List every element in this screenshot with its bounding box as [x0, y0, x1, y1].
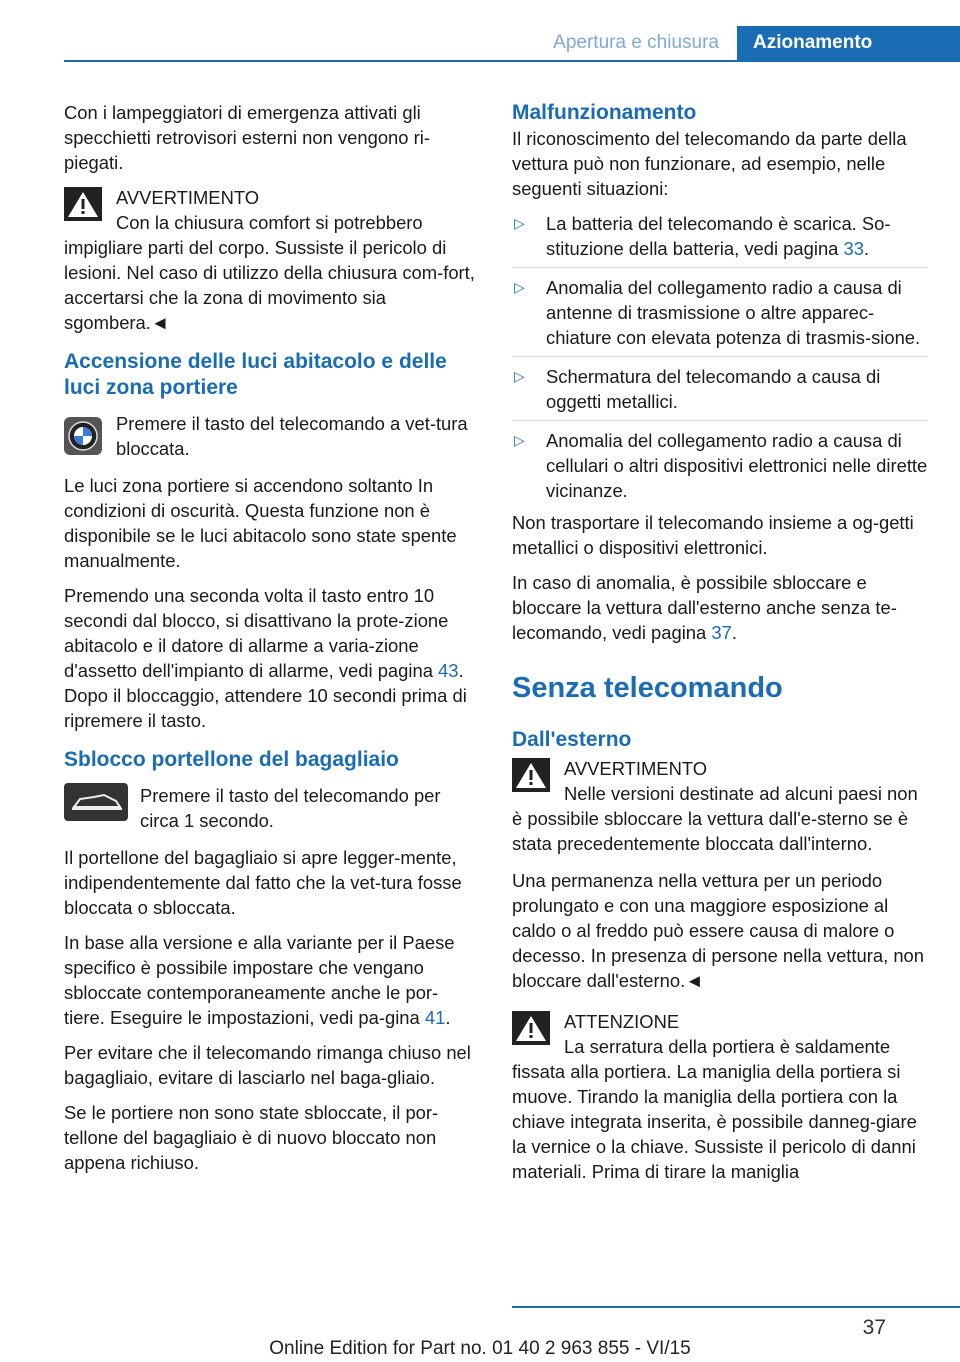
subsection-heading: Dall'esterno [512, 728, 632, 751]
trunk-key-icon [64, 783, 128, 826]
list-item: ▷ Schermatura del telecomando a causa di oggetti metallici. [512, 364, 928, 421]
list-item: ▷ Anomalia del collegamento radio a causa di antenne di trasmissione o altre apparec-chiature con elevata potenza di trasmis-sione. [512, 275, 928, 357]
header-section-label: Apertura e chiusura [553, 32, 719, 53]
warning-body: La serratura della portiera è saldamente fissata alla portiera. La maniglia della portiera si muove. Tirando la maniglia della portiera con la chiave integrata inserita, è possibile danneg-giare la vernice o la chiave. Sussiste il pericolo di danni materiali. Prima di tirare la maniglia [512, 1036, 917, 1182]
warning-icon [64, 187, 102, 221]
paragraph: Non trasportare il telecomando insieme a og-getti metallici o dispositivi elettronici. [512, 512, 914, 558]
footer-edition: Online Edition for Part no. 01 40 2 963 855 - VI/15 [269, 1338, 691, 1359]
paragraph: Il riconoscimento del telecomando da parte della vettura può non funzionare, ad esempio, nelle seguenti situazioni: [512, 128, 907, 199]
page-link[interactable]: 37 [711, 622, 732, 643]
bmw-logo-key-icon [64, 417, 102, 460]
paragraph: Con i lampeggiatori di emergenza attivati gli specchietti retrovisori esterni non vengono ri-piegati. [64, 102, 430, 173]
warning-icon [512, 758, 550, 792]
warning-body: Nelle versioni destinate ad alcuni paesi non è possibile sbloccare la vettura dall'e-sterno se è stata precedentemente bloccata dall'interno. [512, 783, 918, 854]
footer-rule [512, 1306, 960, 1308]
paragraph: Per evitare che il telecomando rimanga chiuso nel bagagliaio, evitare di lasciarlo nel baga-gliaio. [64, 1042, 471, 1088]
bullet-list [512, 211, 928, 503]
page-link[interactable]: 43 [438, 660, 459, 681]
paragraph: Una permanenza nella vettura per un periodo prolungato e con una maggiore esposizione al caldo o al freddo può essere causa di malore o decesso. In presenza di persone nella vettura, non bloccare dall'esterno.◄ [512, 870, 925, 991]
page-number: 37 [862, 1316, 886, 1339]
key-instruction [64, 783, 478, 833]
warning-box [512, 1009, 928, 1184]
paragraph: In caso di anomalia, è possibile sbloccare e bloccare la vettura dall'esterno anche senza te-lecomando, vedi pagina 37. [512, 572, 897, 643]
chapter-heading: Senza telecomando [512, 672, 783, 704]
header-rule [64, 60, 960, 62]
warning-icon [512, 1011, 550, 1045]
warning-box [512, 756, 928, 856]
warning-title: ATTENZIONE [564, 1011, 680, 1032]
paragraph: Le luci zona portiere si accendono soltanto In condizioni di oscurità. Questa funzione non è disponibile se le luci abitacolo sono state spente manualmente. [64, 475, 457, 571]
header-active-tab: Azionamento [737, 26, 960, 60]
section-heading: Sblocco portellone del bagagliaio [64, 748, 399, 771]
warning-body: Con la chiusura comfort si potrebbero impigliare parti del corpo. Sussiste il pericolo di lesioni. Nel caso di utilizzo della chiusura com-fort, accertarsi che la zona di movimento sia sgombera.◄ [64, 212, 475, 333]
section-heading: Malfunzionamento [512, 101, 697, 124]
warning-title: AVVERTIMENTO [116, 187, 260, 208]
section-heading: Accensione delle luci abitacolo e delle luci zona portiere [64, 350, 447, 399]
paragraph: Se le portiere non sono state sbloccate, il por-tellone del bagagliaio è di nuovo bloccato non appena richiuso. [64, 1102, 439, 1173]
list-item: ▷ La batteria del telecomando è scarica. So-stituzione della batteria, vedi pagina 33. [512, 211, 928, 268]
page-link[interactable]: 41 [424, 1007, 446, 1028]
key-instruction-text: Premere il tasto del telecomando per circa 1 secondo. [140, 785, 441, 831]
page-link[interactable]: 33 [843, 238, 864, 259]
paragraph: Premendo una seconda volta il tasto entro 10 secondi dal blocco, si disattivano la prote-zione abitacolo e il datore di allarme a varia-zione d'assetto dell'impianto di allarme, vedi pagina 43. Dopo il bloccaggio, attendere 10 secondi prima di ripremere il tasto. [64, 585, 467, 731]
left-column [64, 100, 478, 1185]
list-item: ▷ Anomalia del collegamento radio a causa di cellulari o altri dispositivi elettronici nelle dirette vicinanze. [514, 430, 928, 501]
paragraph: Il portellone del bagagliaio si apre legger-mente, indipendentemente dal fatto che la vet-tura fosse bloccata o sbloccata. [64, 847, 462, 918]
warning-box [64, 185, 478, 335]
key-instruction [64, 411, 478, 461]
key-instruction-text: Premere il tasto del telecomando a vet-tura bloccata. [116, 413, 468, 459]
paragraph: In base alla versione e alla variante per il Paese specifico è possibile impostare che vengano sbloccate contemporaneamente anche le por-tiere. Eseguire le impostazioni, vedi pa-gina 41. [64, 932, 455, 1028]
warning-title: AVVERTIMENTO [564, 758, 708, 779]
right-column [512, 100, 928, 1196]
